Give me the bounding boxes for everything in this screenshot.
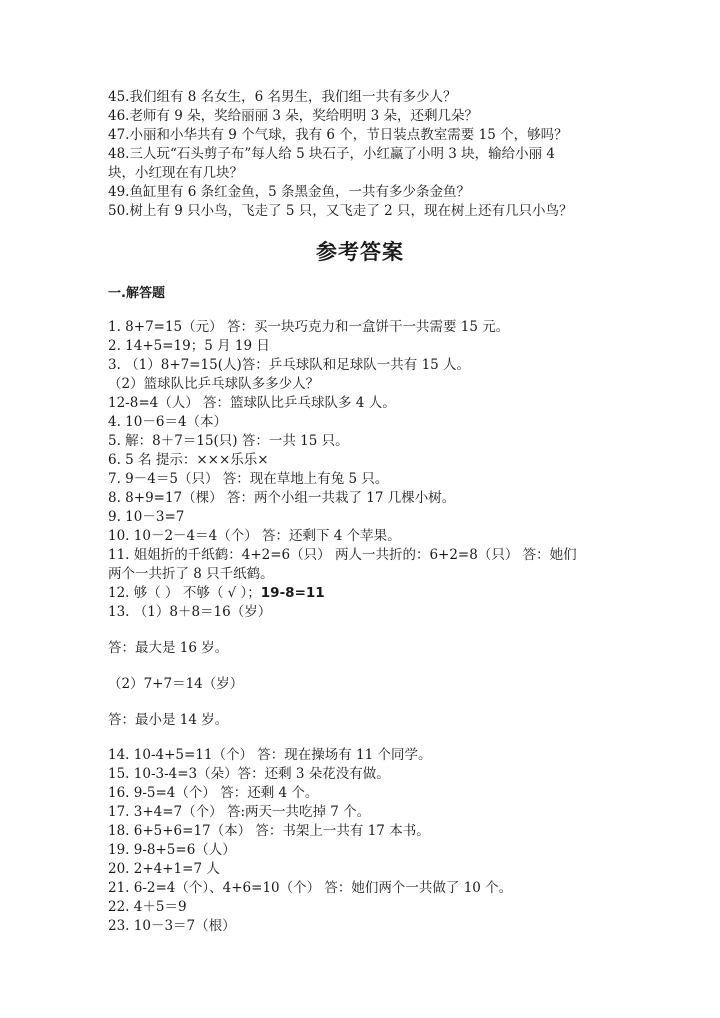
answer-16: 16. 9-5=4（个） 答：还剩 4 个。 xyxy=(108,785,319,801)
answer-2: 2. 14+5=19；5 月 19 日 xyxy=(108,338,270,354)
answer-3: 3. （1）8+7=15(人)答：乒乓球队和足球队一共有 15 人。 xyxy=(108,357,471,373)
section-title: 一.解答题 xyxy=(108,286,165,301)
answer-4: 4. 10－6＝4（本） xyxy=(108,414,228,430)
answer-12-calc: 19-8=11 xyxy=(260,585,325,601)
answer-9: 9. 10－3=7 xyxy=(108,509,185,525)
answer-6: 6. 5 名 提示：×××乐乐× xyxy=(108,452,269,468)
answer-14: 14. 10-4+5=11（个） 答：现在操场有 11 个同学。 xyxy=(108,747,432,763)
question-48: 48.三人玩“石头剪子布”每人给 5 块石子，小红赢了小明 3 块，输给小丽 4 xyxy=(108,146,555,162)
question-47: 47.小丽和小华共有 9 个气球，我有 6 个，节日装点教室需要 15 个，够吗？ xyxy=(108,127,568,143)
answer-8: 8. 8+9=17（棵） 答：两个小组一共栽了 17 几棵小树。 xyxy=(108,490,456,506)
answer-22: 22. 4＋5＝9 xyxy=(108,899,187,915)
answer-3-part-2-calc: 12-8=4（人） 答：篮球队比乒乓球队多 4 人。 xyxy=(108,395,396,411)
question-50: 50.树上有 9 只小鸟，飞走了 5 只，又飞走了 2 只，现在树上还有几只小鸟？ xyxy=(108,203,573,219)
answer-13-reply-1: 答：最大是 16 岁。 xyxy=(108,640,229,656)
answer-15: 15. 10-3-4=3（朵）答：还剩 3 朵花没有做。 xyxy=(108,766,390,782)
answer-13-reply-2: 答：最小是 14 岁。 xyxy=(108,712,229,728)
answer-12 xyxy=(108,584,628,602)
question-49: 49.鱼缸里有 6 条红金鱼，5 条黑金鱼，一共有多少条金鱼？ xyxy=(108,184,471,200)
question-48-cont: 块，小红现在有几块？ xyxy=(108,165,243,181)
answer-10: 10. 10－2－4＝4（个） 答：还剩下 4 个苹果。 xyxy=(108,528,401,544)
question-45: 45.我们组有 8 名女生，6 名男生，我们组一共有多少人？ xyxy=(108,89,457,105)
answer-3-part-2: （2）篮球队比乒乓球队多多少人？ xyxy=(108,376,320,392)
answer-title: 参考答案 xyxy=(316,240,404,264)
answer-23: 23. 10－3＝7（根） xyxy=(108,918,236,934)
answer-21: 21. 6-2=4（个）、4+6=10（个） 答：她们两个一共做了 10 个。 xyxy=(108,880,513,896)
question-46: 46.老师有 9 朵，奖给丽丽 3 朵，奖给明明 3 朵，还剩几朵？ xyxy=(108,108,478,124)
answer-7: 7. 9－4＝5（只） 答：现在草地上有兔 5 只。 xyxy=(108,471,389,487)
answer-13: 13. （1）8＋8＝16（岁） xyxy=(108,604,272,620)
answer-12-choice: 12. 够（ ） 不够（ √ ）； xyxy=(108,585,261,601)
answer-13-part-2: （2）7+7＝14（岁） xyxy=(108,676,244,692)
answer-20: 20. 2+4+1=7 人 xyxy=(108,861,220,877)
answer-1: 1. 8+7=15（元） 答：买一块巧克力和一盒饼干一共需要 15 元。 xyxy=(108,319,510,335)
answer-19: 19. 9-8+5=6（人） xyxy=(108,842,236,858)
answer-5: 5. 解：8＋7＝15(只) 答：一共 15 只。 xyxy=(108,433,349,449)
answer-17: 17. 3+4=7（个） 答:两天一共吃掉 7 个。 xyxy=(108,804,371,820)
answer-18: 18. 6+5+6=17（本） 答：书架上一共有 17 本书。 xyxy=(108,823,430,839)
answer-11-cont: 两个一共折了 8 只千纸鹤。 xyxy=(108,566,274,582)
answer-11: 11. 姐姐折的千纸鹤：4+2=6（只） 两人一共折的：6+2=8（只） 答：她们 xyxy=(108,547,577,563)
